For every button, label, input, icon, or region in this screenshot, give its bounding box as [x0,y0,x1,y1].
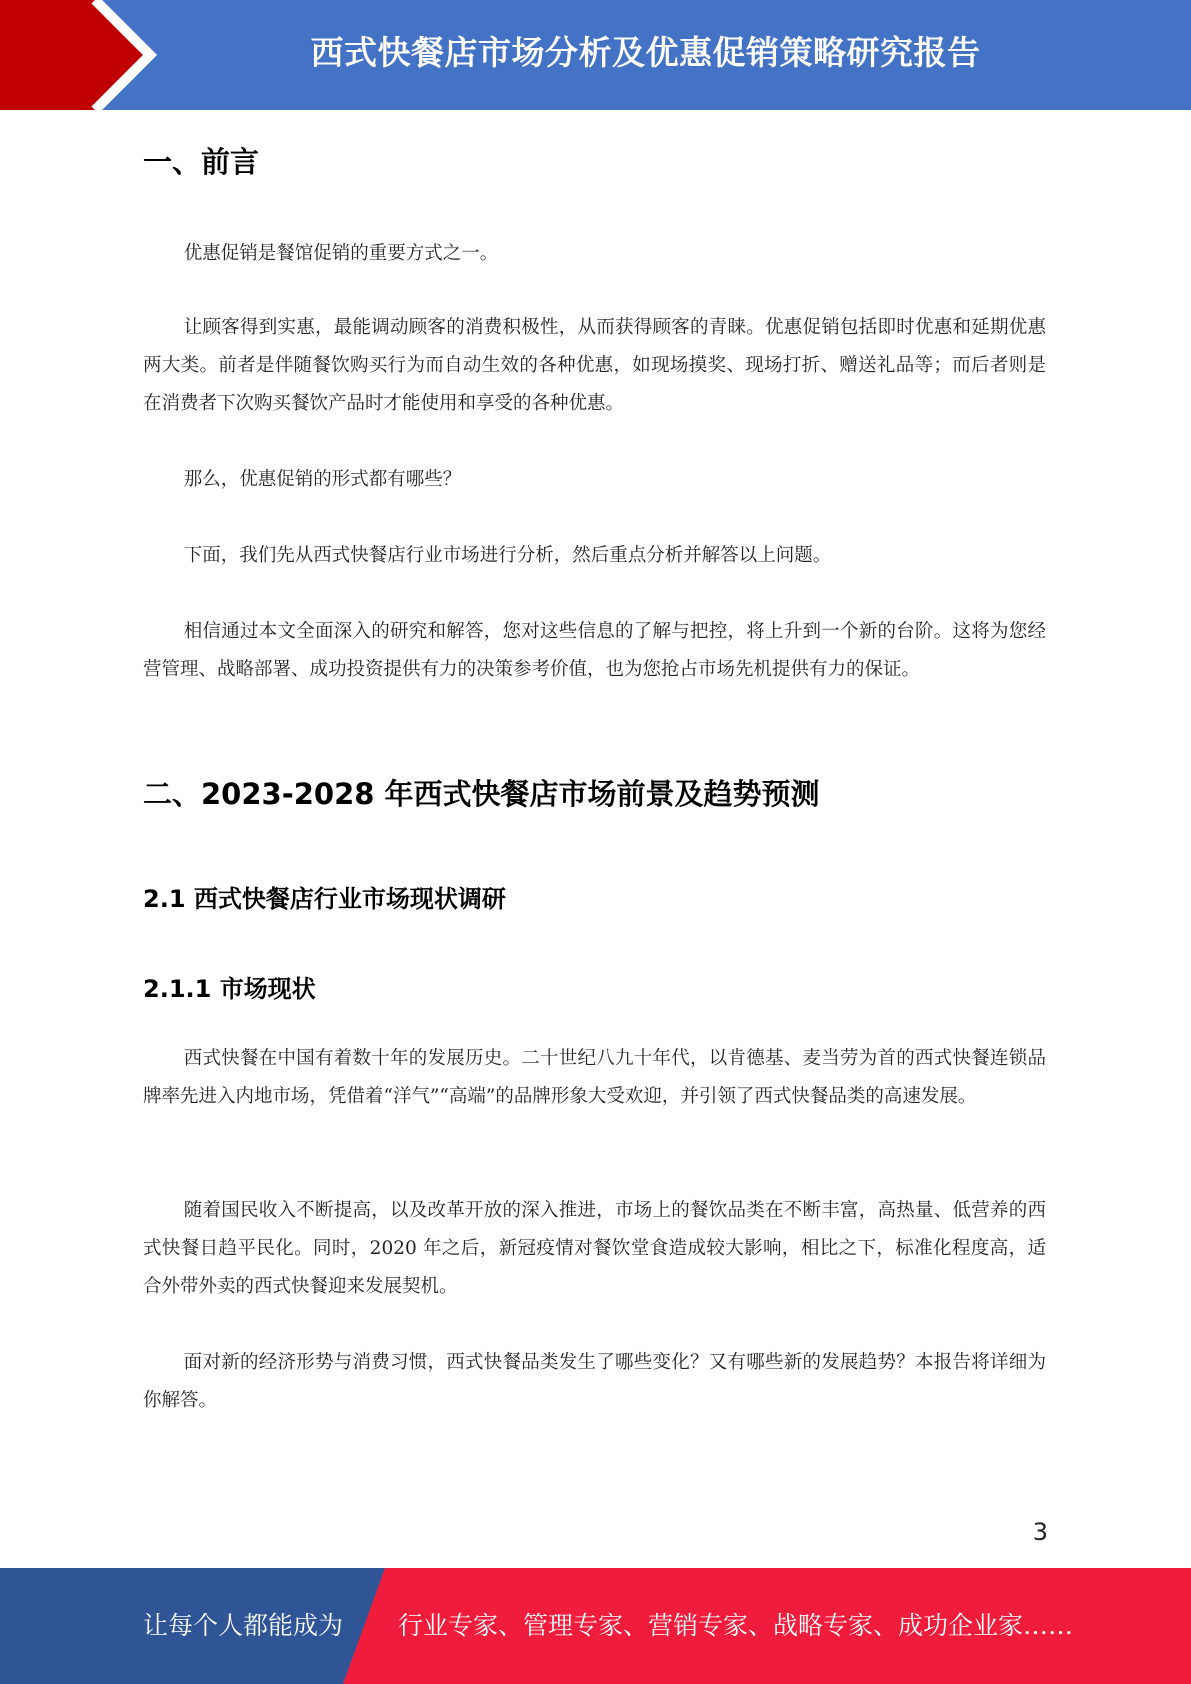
page-number: 3 [1032,1518,1048,1546]
subsection-heading-2-1-1: 2.1.1 市场现状 [143,975,316,1003]
section-heading-preface: 一、前言 [143,145,260,179]
paragraph: 面对新的经济形势与消费习惯，西式快餐品类发生了哪些变化？又有哪些新的发展趋势？本报告将详细为你解答。 [143,1352,1046,1411]
paragraph: 西式快餐在中国有着数十年的发展历史。二十世纪八九十年代，以肯德基、麦当劳为首的西式快餐连锁品牌率先进入内地市场，凭借着“洋气”“高端”的品牌形象大受欢迎，并引领了西式快餐品类的高速发展。 [143,1048,1046,1107]
paragraph: 优惠促销是餐馆促销的重要方式之一。 [183,243,499,264]
footer-slogan-right: 行业专家、管理专家、营销专家、战略专家、成功企业家…… [398,1611,1074,1640]
footer-banner [0,1568,1191,1684]
paragraph: 下面，我们先从西式快餐店行业市场进行分析，然后重点分析并解答以上问题。 [183,545,832,566]
subsection-heading-2-1: 2.1 西式快餐店行业市场现状调研 [143,885,506,913]
paragraph: 相信通过本文全面深入的研究和解答，您对这些信息的了解与把控，将上升到一个新的台阶。这将为您经营管理、战略部署、成功投资提供有力的决策参考价值，也为您抢占市场先机提供有力的保证。 [143,621,1046,680]
paragraph: 让顾客得到实惠，最能调动顾客的消费积极性，从而获得顾客的青睐。优惠促销包括即时优惠和延期优惠两大类。前者是伴随餐饮购买行为而自动生效的各种优惠，如现场摸奖、现场打折、赠送礼品等；而后者则是在消费者下次购买餐饮产品时才能使用和享受的各种优惠。 [143,317,1046,414]
section-heading-forecast: 二、2023-2028 年西式快餐店市场前景及趋势预测 [143,777,820,811]
footer-slogan-left: 让每个人都能成为 [143,1611,344,1640]
header-chevron-decoration [0,0,160,110]
document-title: 西式快餐店市场分析及优惠促销策略研究报告 [310,33,981,72]
paragraph: 那么，优惠促销的形式都有哪些？ [183,469,462,490]
paragraph: 随着国民收入不断提高，以及改革开放的深入推进，市场上的餐饮品类在不断丰富，高热量、低营养的西式快餐日趋平民化。同时，2020 年之后，新冠疫情对餐饮堂食造成较大影响，相比之下，标准化程度高，适合外带外卖的西式快餐迎来发展契机。 [143,1200,1046,1297]
